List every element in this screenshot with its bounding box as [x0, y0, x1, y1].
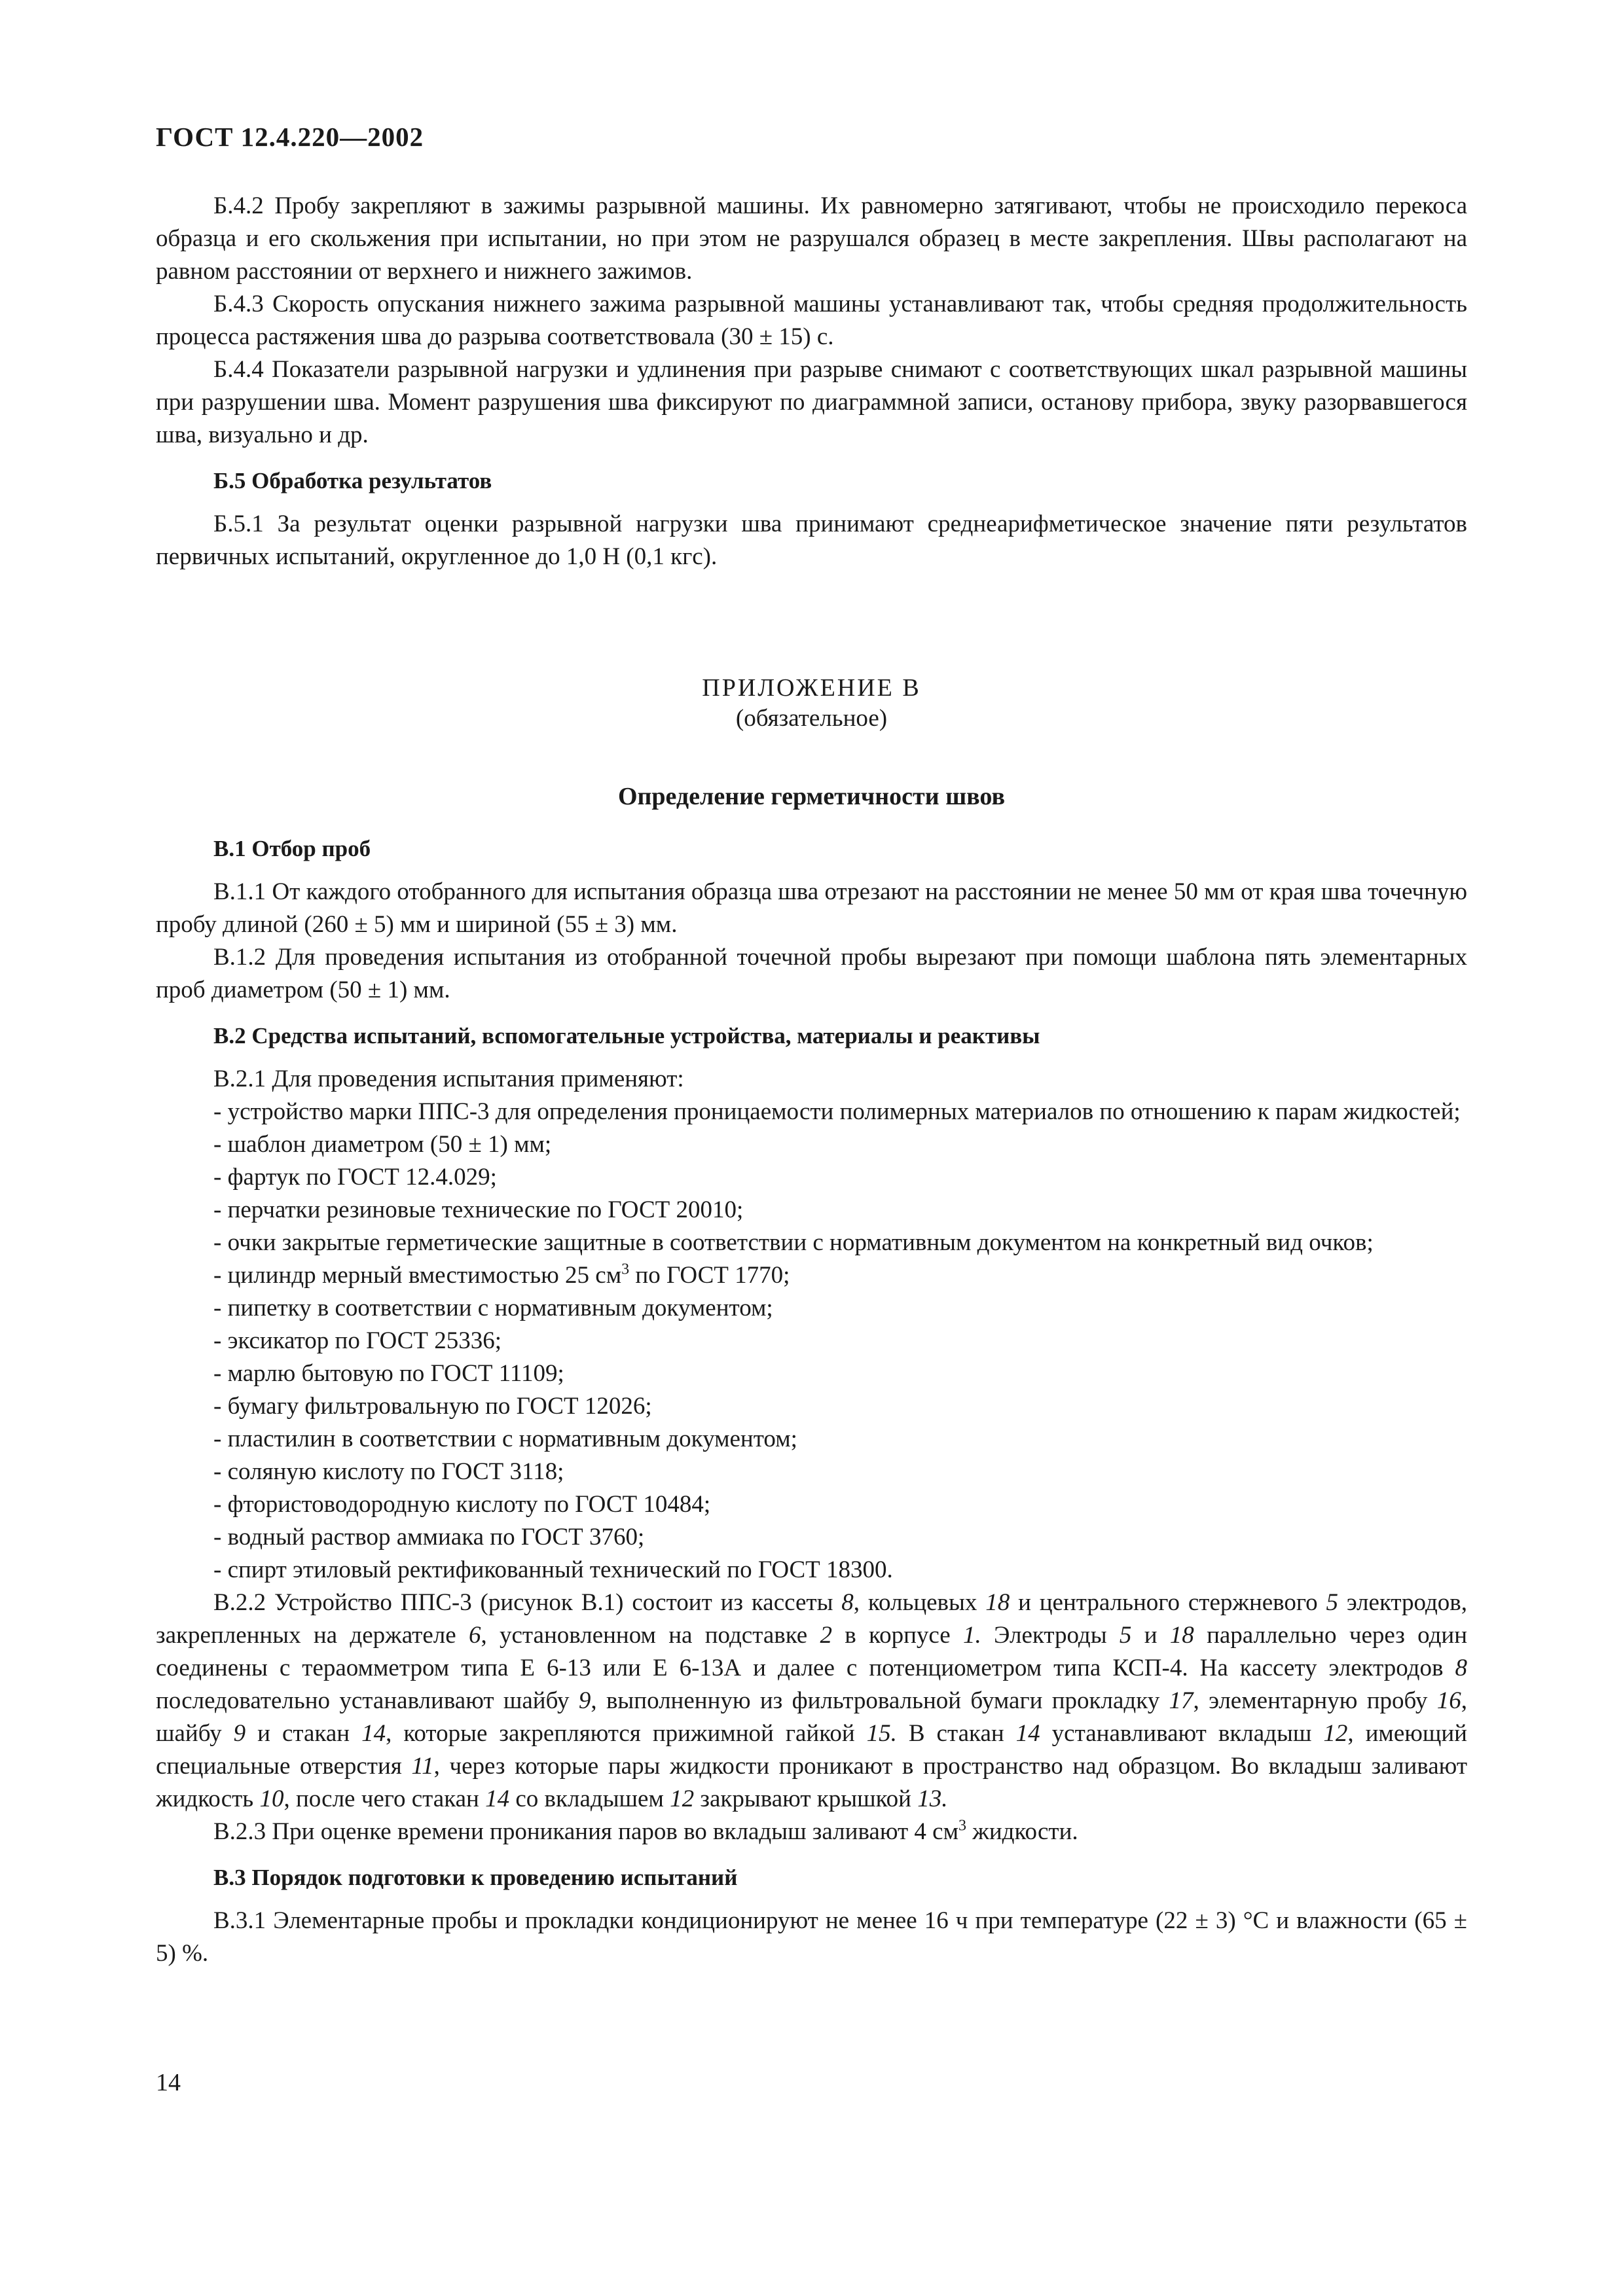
section-heading-v1: В.1 Отбор проб: [213, 836, 371, 861]
paragraph-b51: Б.5.1 За результат оценки разрывной нагрузки шва принимают среднеарифметическое значение пяти результатов первичных испытаний, округленное до 1,0 Н (0,1 кгс).: [156, 511, 1467, 570]
section-heading-v3: В.3 Порядок подготовки к проведению испытаний: [213, 1865, 738, 1890]
paragraph-b42: Б.4.2 Пробу закрепляют в зажимы разрывной машины. Их равномерно затягивают, чтобы не происходило перекоса образца и его скольжения при испытании, но при этом не разрушался образец в месте закрепления. Швы располагают на равном расстоянии от верхнего и нижнего зажимов.: [156, 192, 1467, 285]
list-item: - перчатки резиновые технические по ГОСТ 20010;: [213, 1196, 744, 1223]
paragraph-v21: В.2.1 Для проведения испытания применяют:: [213, 1066, 684, 1092]
list-item: - водный раствор аммиака по ГОСТ 3760;: [213, 1524, 645, 1551]
list-item-text: по ГОСТ 1770;: [629, 1262, 790, 1289]
list-item: - очки закрытые герметические защитные в соответствии с нормативным документом на конкретный вид очков;: [213, 1229, 1374, 1256]
page-number: 14: [156, 2069, 181, 2096]
paragraph-b44: Б.4.4 Показатели разрывной нагрузки и удлинения при разрыве снимают с соответствующих шкал разрывной машины при разрушении шва. Момент разрушения шва фиксируют по диаграммной записи, останову прибора, звуку разорвавшегося шва, визуально и др.: [156, 356, 1467, 448]
list-item: - соляную кислоту по ГОСТ 3118;: [213, 1458, 564, 1485]
appendix-title: ПРИЛОЖЕНИЕ В: [702, 674, 921, 702]
page-content: [156, 190, 1467, 1970]
paragraph-v23: В.2.3 При оценке времени проникания паров во вкладыш заливают 4 $см^3$ жидкости.: [213, 1817, 1078, 1845]
document-header: ГОСТ 12.4.220—2002: [156, 122, 424, 152]
superscript: 3: [958, 1817, 967, 1835]
list-item: - пипетку в соответствии с нормативным документом;: [213, 1295, 773, 1321]
list-item-text: - цилиндр мерный вместимостью 25 см: [213, 1262, 622, 1289]
list-item: - марлю бытовую по ГОСТ 11109;: [213, 1360, 564, 1387]
paragraph-v31: В.3.1 Элементарные пробы и прокладки кондиционируют не менее 16 ч при температуре (22 ± 3) °С и влажности (65 ± 5) %.: [156, 1907, 1467, 1967]
list-item: - фартук по ГОСТ 12.4.029;: [213, 1164, 497, 1191]
paragraph-b43: Б.4.3 Скорость опускания нижнего зажима разрывной машины устанавливают так, чтобы средняя продолжительность процесса растяжения шва до разрыва соответствовала (30 ± 15) с.: [156, 291, 1467, 350]
appendix-heading: Определение герметичности швов: [617, 783, 1006, 810]
list-item: - фтористоводородную кислоту по ГОСТ 10484;: [213, 1491, 711, 1518]
list-item: - бумагу фильтровальную по ГОСТ 12026;: [213, 1393, 652, 1420]
paragraph-v11: В.1.1 От каждого отобранного для испытания образца шва отрезают на расстоянии не менее 50 мм от края шва точечную пробу длиной (260 ± 5) мм и шириной (55 ± 3) мм.: [156, 878, 1467, 938]
list-item: - шаблон диаметром (50 ± 1) мм;: [213, 1131, 552, 1158]
list-item: - пластилин в соответствии с нормативным документом;: [213, 1426, 797, 1452]
paragraph-v22: В.2.2 Устройство ППС-3 (рисунок В.1) состоит из кассеты 8, кольцевых 18 и центрального стержневого 5 электродов, закрепленных на держателе 6, установленном на подставке 2 в корпусе 1. Электроды 5 и 18 параллельно через один соединены с тераомметром типа Е 6-13 или Е 6-13А и далее с потенциометром типа КСП-4. На кассету электродов 8 последовательно устанавливают шайбу 9, выполненную из фильтровальной бумаги прокладку 17, элементарную пробу 16, шайбу 9 и стакан 14, которые закрепляются прижимной гайкой 15. В стакан 14 устанавливают вкладыш 12, имеющий специальные отверстия 11, через которые пары жидкости проникают в пространство над образцом. Во вкладыш заливают жидкость 10, после чего стакан 14 со вкладышем 12 закрывают крышкой 13.: [156, 1589, 1468, 1812]
list-item: - эксикатор по ГОСТ 25336;: [213, 1327, 502, 1354]
list-item: [156, 1259, 1467, 1292]
appendix-status: (обязательное): [735, 705, 888, 732]
list-item: - устройство марки ППС-3 для определения проницаемости полимерных материалов по отношению к парам жидкостей;: [213, 1098, 1461, 1125]
section-heading-v2: В.2 Средства испытаний, вспомогательные устройства, материалы и реактивы: [213, 1023, 1040, 1049]
section-heading-b5: Б.5 Обработка результатов: [213, 468, 492, 493]
superscript: 3: [621, 1261, 630, 1278]
list-item: - спирт этиловый ректификованный технический по ГОСТ 18300.: [213, 1556, 893, 1583]
equipment-list: [156, 1096, 1467, 1587]
paragraph-v12: В.1.2 Для проведения испытания из отобранной точечной пробы вырезают при помощи шаблона пять элементарных проб диаметром (50 ± 1) мм.: [156, 944, 1467, 1003]
